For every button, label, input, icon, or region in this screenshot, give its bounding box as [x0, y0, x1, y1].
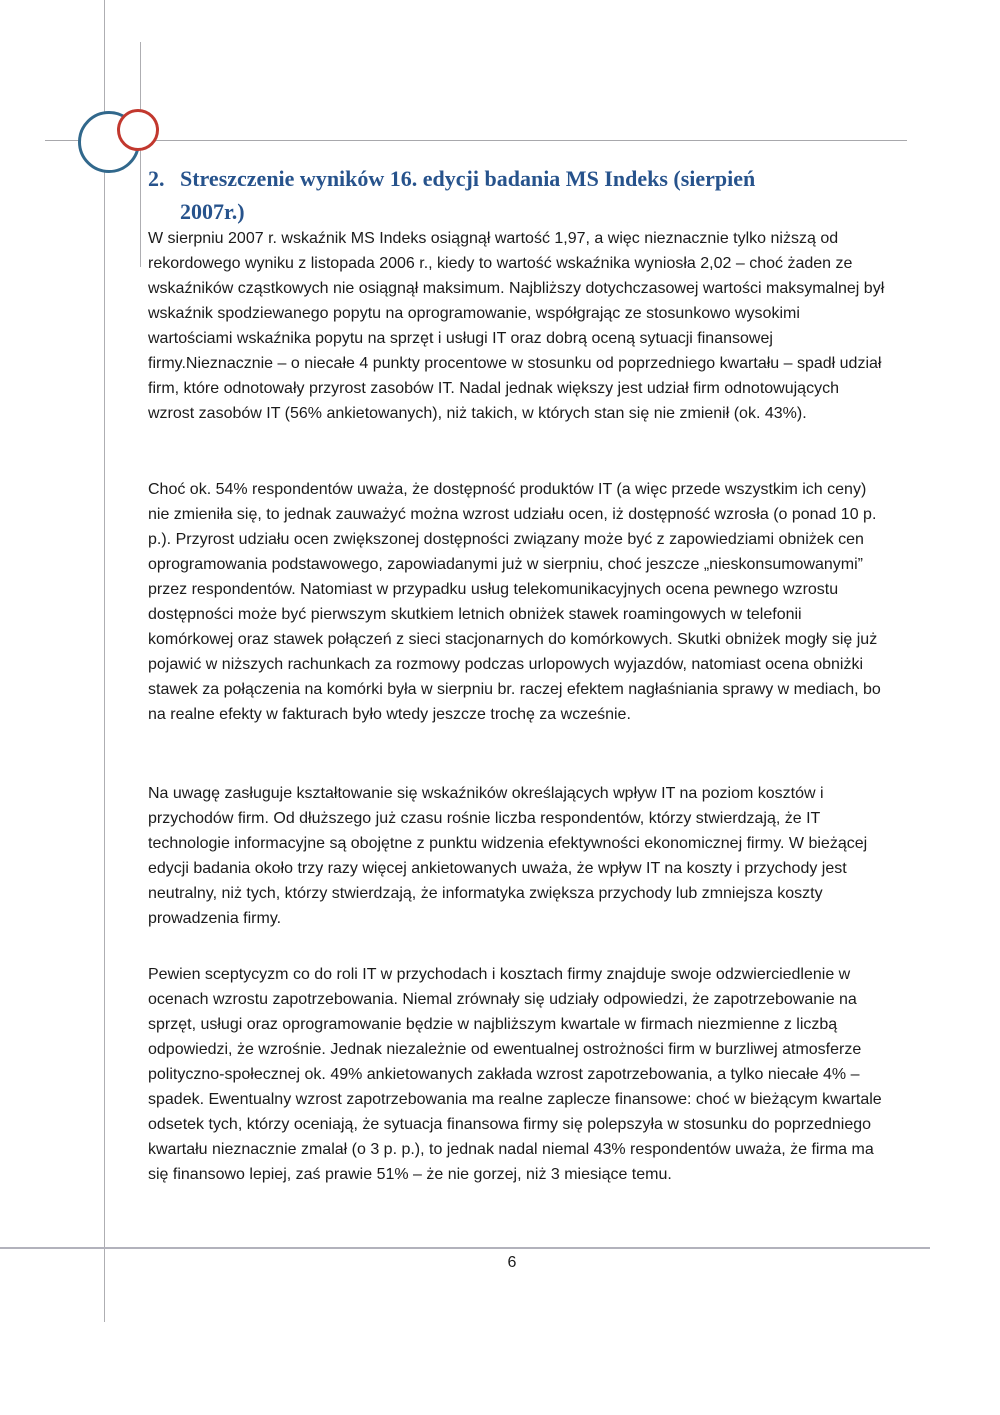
paragraph-1: W sierpniu 2007 r. wskaźnik MS Indeks osiągnął wartość 1,97, a więc nieznacznie tylko niższą od rekordowego wyniku z listopada 2006 r., kiedy to wartość wskaźnika wyniosła 2,02 – choć żaden ze wskaźników cząstkowych nie osiągnął maksimum. Najbliższy dotychczasowej wartości maksymalnej był wskaźnik spodziewanego popytu na oprogramowanie, współgrając ze stosunkowo wysokimi wartościami wskaźnika popytu na sprzęt i usługi IT oraz dobrą oceną sytuacji finansowej firmy.Nieznacznie – o niecałe 4 punkty procentowe w stosunku od poprzedniego kwartału – spadł udział firm, które odnotowały przyrost zasobów IT. Nadal jednak większy jest udział firm odnotowujących wzrost zasobów IT (56% ankietowanych), niż takich, w których stan się nie zmienił (ok. 43%).: [148, 230, 885, 422]
red-circle-icon: [117, 109, 159, 151]
page-number: 6: [507, 1254, 517, 1271]
section-number: 2.: [148, 166, 165, 191]
paragraph-2: Choć ok. 54% respondentów uważa, że dostępność produktów IT (a więc przede wszystkim ich ceny) nie zmieniła się, to jednak zauważyć można wzrost udziału ocen, iż dostępność wzrosła (o ponad 10 p. p.). Przyrost udziału ocen zwiększonej dostępności związany może być z zapowiedziami obniżek cen oprogramowania podstawowego, zapowiadanymi już w sierpniu, choć jeszcze „nieskonsumowanymi” przez respondentów. Natomiast w przypadku usług telekomunikacyjnych ocena pewnego wzrostu dostępności może być pierwszym skutkiem letnich obniżek stawek roamingowych w telefonii komórkowej oraz stawek połączeń z sieci stacjonarnych do komórkowych. Skutki obniżek mogły się już pojawić w niższych rachunkach za rozmowy podczas urlopowych wyjazdów, natomiast ocena obniżki stawek za połączenia na komórki była w sierpniu br. raczej efektem nagłaśniania sprawy w mediach, bo na realne efekty w fakturach było wtedy jeszcze trochę za wcześnie.: [148, 481, 881, 723]
paragraph-3: Na uwagę zasługuje kształtowanie się wskaźników określających wpływ IT na poziom kosztów i przychodów firm. Od dłuższego już czasu rośnie liczba respondentów, którzy stwierdzają, że IT technologie informacyjne są obojętne z punktu widzenia efektywności ekonomicznej firmy. W bieżącej edycji badania około trzy razy więcej ankietowanych uważa, że wpływ IT na koszty i przychody jest neutralny, niż tych, którzy stwierdzają, że informatyka zwiększa przychody lub zmniejsza koszty prowadzenia firmy.: [148, 785, 868, 927]
horizontal-header-rule: [45, 140, 907, 141]
section-title-line2: 2007r.): [180, 199, 245, 224]
paragraph-4: Pewien sceptycyzm co do roli IT w przychodach i kosztach firmy znajduje swoje odzwierciedlenie w ocenach wzrostu zapotrzebowania. Niemal zrównały się udziały odpowiedzi, że zapotrzebowanie na sprzęt, usługi oraz oprogramowanie będzie w najbliższym kwartale w firmach niezmienne z liczbą odpowiedzi, że wzrośnie. Jednak niezależnie od ewentualnej ostrożności firm w burzliwej atmosferze polityczno-społecznej ok. 49% ankietowanych zakłada wzrost zapotrzebowania, a tylko niecałe 4% – spadek. Ewentualny wzrost zapotrzebowania ma realne zaplecze finansowe: choć w bieżącym kwartale odsetek tych, którzy oceniają, że sytuacja finansowa firmy się polepszyła w stosunku do poprzedniego kwartału nieznacznie zmalał (o 3 p. p.), to jednak nadal niemal 43% respondentów uważa, że firma ma się finansowo lepiej, zaś prawie 51% – że nie gorzej, niż 3 miesiące temu.: [148, 966, 882, 1183]
section-title: [148, 162, 908, 228]
vertical-guide-line-left: [104, 0, 105, 1322]
vertical-guide-line-inner: [140, 42, 141, 267]
section-title-line1: Streszczenie wyników 16. edycji badania MS Indeks (sierpień: [180, 166, 756, 191]
footer-rule: [0, 1247, 930, 1249]
section-heading: [148, 162, 908, 228]
